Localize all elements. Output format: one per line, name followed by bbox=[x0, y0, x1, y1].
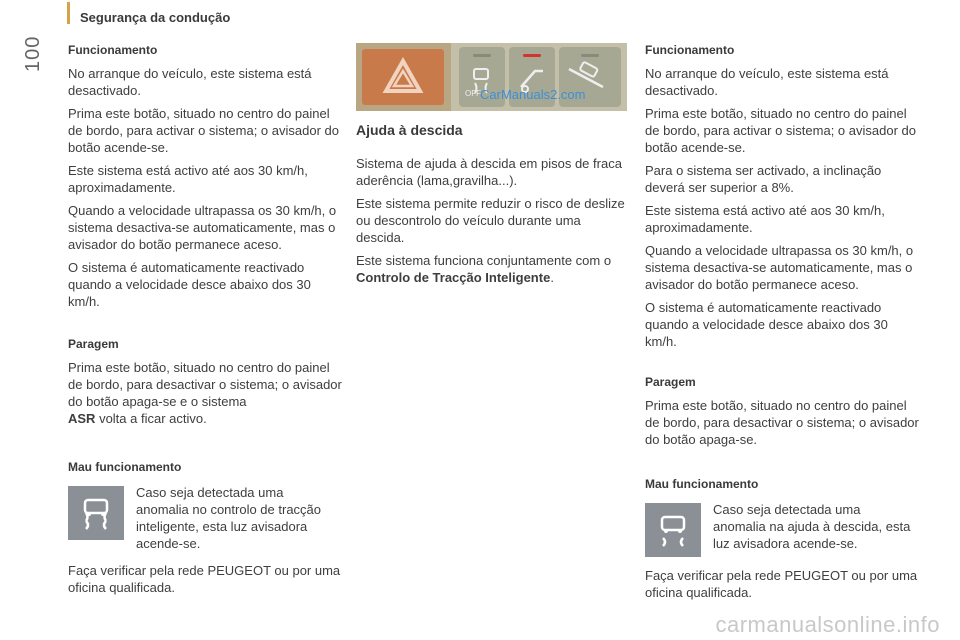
asr-label: ASR bbox=[68, 411, 96, 426]
dashboard-buttons-photo bbox=[356, 43, 627, 111]
stop-text: Prima este botão, situado no centro do painel de bordo, para desactivar o sistema; o avisador do botão apaga-se e o sistema bbox=[68, 360, 342, 409]
functioning-heading: Funcionamento bbox=[68, 43, 158, 57]
hill-descent-warning-icon bbox=[645, 503, 701, 557]
paragraph: Faça verificar pela rede PEUGEOT ou por uma oficina qualificada. bbox=[68, 563, 341, 595]
middle-column bbox=[356, 122, 628, 292]
off-label: OFF bbox=[465, 89, 481, 98]
stop-text-end: volta a ficar activo. bbox=[95, 411, 207, 426]
paragraph bbox=[68, 359, 343, 427]
stop-heading: Paragem bbox=[68, 337, 119, 351]
fault-heading: Mau funcionamento bbox=[645, 477, 759, 491]
paragraph: No arranque do veículo, este sistema está desactivado. bbox=[645, 66, 889, 98]
paragraph: Este sistema está activo até aos 30 km/h, aproximadamente. bbox=[68, 163, 308, 195]
paragraph: O sistema é automaticamente reactivado quando a velocidade desce abaixo dos 30 km/h. bbox=[645, 300, 888, 349]
hazard-button bbox=[356, 43, 451, 111]
photo-watermark: CarManuals2.com bbox=[480, 87, 586, 102]
fault-text: Caso seja detectada uma anomalia no controlo de tracção inteligente, esta luz avisadora acende-se. bbox=[136, 485, 322, 551]
paragraph: Prima este botão, situado no centro do painel de bordo, para activar o sistema; o avisador do botão acende-se. bbox=[68, 106, 339, 155]
section-title: Segurança da condução bbox=[80, 10, 231, 25]
page-number: 100 bbox=[22, 35, 44, 72]
warning-block bbox=[645, 501, 920, 557]
fault-heading: Mau funcionamento bbox=[68, 460, 182, 474]
paragraph-end: . bbox=[550, 270, 554, 285]
paragraph: Prima este botão, situado no centro do painel de bordo, para desactivar o sistema; o avisador do botão apaga-se. bbox=[645, 398, 919, 447]
functioning-heading: Funcionamento bbox=[645, 43, 735, 57]
header-accent-bar bbox=[67, 2, 70, 24]
paragraph: Quando a velocidade ultrapassa os 30 km/h, o sistema desactiva-se automaticamente, mas o avisador do botão permanece aceso. bbox=[68, 203, 337, 252]
paragraph-text: Este sistema funciona conjuntamente com o bbox=[356, 253, 612, 268]
paragraph: Sistema de ajuda à descida em pisos de fraca aderência (lama,gravilha...). bbox=[356, 156, 622, 188]
intelligent-traction-label: Controlo de Tracção Inteligente bbox=[356, 270, 551, 285]
hill-descent-title: Ajuda à descida bbox=[356, 122, 463, 138]
paragraph: No arranque do veículo, este sistema está desactivado. bbox=[68, 66, 312, 98]
fault-text: Caso seja detectada uma anomalia na ajuda à descida, esta luz avisadora acende-se. bbox=[713, 502, 911, 551]
paragraph: Prima este botão, situado no centro do painel de bordo, para activar o sistema; o avisador do botão acende-se. bbox=[645, 106, 916, 155]
right-column bbox=[645, 42, 920, 607]
paragraph: Este sistema está activo até aos 30 km/h, aproximadamente. bbox=[645, 203, 885, 235]
traction-warning-icon bbox=[68, 486, 124, 540]
stop-heading: Paragem bbox=[645, 375, 696, 389]
paragraph: Este sistema permite reduzir o risco de deslize ou descontrolo do veículo durante uma descida. bbox=[356, 196, 625, 245]
left-column bbox=[68, 42, 343, 602]
paragraph bbox=[356, 252, 628, 286]
footer-watermark: carmanualsonline.info bbox=[715, 612, 940, 637]
paragraph: Faça verificar pela rede PEUGEOT ou por uma oficina qualificada. bbox=[645, 568, 918, 600]
warning-block bbox=[68, 484, 343, 552]
paragraph: Para o sistema ser activado, a inclinação deverá ser superior a 8%. bbox=[645, 163, 882, 195]
paragraph: O sistema é automaticamente reactivado quando a velocidade desce abaixo dos 30 km/h. bbox=[68, 260, 311, 309]
paragraph: Quando a velocidade ultrapassa os 30 km/h, o sistema desactiva-se automaticamente, mas o avisador do botão permanece aceso. bbox=[645, 243, 914, 292]
